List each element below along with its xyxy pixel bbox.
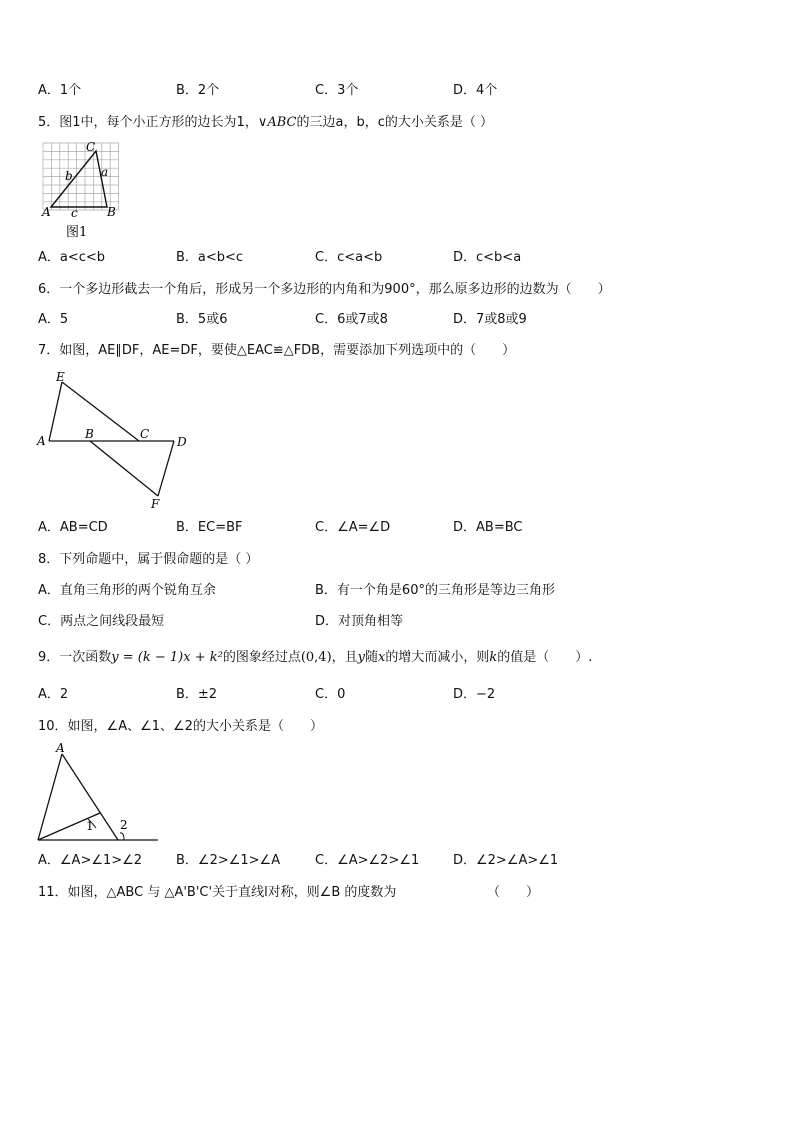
q9-option-a[interactable]: A．2 xyxy=(38,687,69,702)
q5-stem-triangle: ∨ABC xyxy=(257,115,297,130)
q9-stem-mid3: 随 xyxy=(365,650,379,665)
q7-label-b: B xyxy=(85,427,94,441)
q10-figure xyxy=(34,740,164,846)
q4-option-c[interactable]: C．3个 xyxy=(315,83,359,98)
q7-option-c[interactable]: C．∠A=∠D xyxy=(315,520,391,535)
q5-option-d[interactable]: D．c<b<a xyxy=(453,250,522,265)
q7-label-d: D xyxy=(177,435,187,449)
q8-option-d[interactable]: D．对顶角相等 xyxy=(315,614,404,629)
q8-option-c[interactable]: C．两点之间线段最短 xyxy=(38,614,165,629)
q9-stem-mid4: 的增大而减小，则 xyxy=(385,650,490,665)
q5-option-b[interactable]: B．a<b<c xyxy=(176,250,244,265)
q7-option-d[interactable]: D．AB=BC xyxy=(453,520,523,535)
q5-stem-prefix: 5．图1中，每个小正方形的边长为1， xyxy=(38,115,258,130)
q9-formula: y = (k − 1)x + k² xyxy=(111,650,223,665)
q6-option-a[interactable]: A．5 xyxy=(38,312,69,327)
q10-stem: 10．如图，∠A、∠1、∠2的大小关系是（ ） xyxy=(38,719,323,734)
q5-stem-suffix: 的三边a，b，c的大小关系是（ ） xyxy=(296,115,493,130)
q7-label-f: F xyxy=(151,497,160,511)
q8-stem: 8．下列命题中，属于假命题的是（ ） xyxy=(38,552,259,567)
q10-option-b[interactable]: B．∠2>∠1>∠A xyxy=(176,853,281,868)
q5-label-side-b: b xyxy=(65,169,73,183)
q9-option-d[interactable]: D．−2 xyxy=(453,687,496,702)
q7-stem: 7．如图，AE∥DF，AE=DF，要使△EAC≌△FDB，需要添加下列选项中的（ ） xyxy=(38,343,516,358)
q7-figure xyxy=(34,366,194,512)
q11-answer-blank[interactable]: （ ） xyxy=(487,885,540,900)
q10-angle-2-arc xyxy=(120,833,124,840)
q6-option-b[interactable]: B．5或6 xyxy=(176,312,228,327)
q5-label-b-vertex: B xyxy=(107,205,116,219)
q5-label-side-c: c xyxy=(71,206,78,220)
q9-var-k: k xyxy=(489,650,498,665)
q8-option-b[interactable]: B．有一个角是60°的三角形是等边三角形 xyxy=(315,583,555,598)
q4-option-d[interactable]: D．4个 xyxy=(453,83,498,98)
q5-label-a-vertex: A xyxy=(42,205,51,219)
q7-label-e: E xyxy=(56,370,65,384)
q5-option-c[interactable]: C．c<a<b xyxy=(315,250,383,265)
q6-option-c[interactable]: C．6或7或8 xyxy=(315,312,388,327)
q5-triangle-abc xyxy=(51,151,107,207)
q9-stem-suffix: 的值是（ ）. xyxy=(497,650,593,665)
q9-stem-mid2: ，且 xyxy=(331,650,358,665)
q5-figure-caption: 图1 xyxy=(66,225,88,240)
q9-var-x: x xyxy=(378,650,386,665)
q7-label-c: C xyxy=(140,427,150,441)
q5-figure xyxy=(40,140,124,242)
q9-option-b[interactable]: B．±2 xyxy=(176,687,218,702)
q10-option-a[interactable]: A．∠A>∠1>∠2 xyxy=(38,853,143,868)
q6-option-d[interactable]: D．7或8或9 xyxy=(453,312,527,327)
q5-label-side-a: a xyxy=(101,165,109,179)
q5-label-c-vertex: C xyxy=(86,140,96,154)
q9-stem-prefix: 9．一次函数 xyxy=(38,650,112,665)
q6-stem: 6．一个多边形截去一个角后，形成另一个多边形的内角和为900°，那么原多边形的边数为（ ） xyxy=(38,282,611,297)
q10-option-c[interactable]: C．∠A>∠2>∠1 xyxy=(315,853,420,868)
q4-option-a[interactable]: A．1个 xyxy=(38,83,82,98)
q9-point: (0,4) xyxy=(300,650,332,665)
q9-var-y: y xyxy=(357,650,366,665)
q8-option-a[interactable]: A．直角三角形的两个锐角互余 xyxy=(38,583,216,598)
q7-option-b[interactable]: B．EC=BF xyxy=(176,520,243,535)
q9-stem xyxy=(38,649,592,667)
q9-option-c[interactable]: C．0 xyxy=(315,687,346,702)
q11-stem: 11．如图，△ABC 与 △A'B'C'关于直线l对称，则∠B 的度数为 xyxy=(38,885,397,900)
q5-stem xyxy=(38,114,493,132)
q10-option-d[interactable]: D．∠2>∠A>∠1 xyxy=(453,853,559,868)
q7-option-a[interactable]: A．AB=CD xyxy=(38,520,108,535)
q10-label-angle-1: 1 xyxy=(86,819,94,833)
q10-label-angle-2: 2 xyxy=(120,818,128,832)
q9-stem-mid: 的图象经过点 xyxy=(222,650,301,665)
q10-label-a: A xyxy=(56,741,65,755)
q4-option-b[interactable]: B．2个 xyxy=(176,83,220,98)
q7-label-a: A xyxy=(37,434,46,448)
q5-option-a[interactable]: A．a<c<b xyxy=(38,250,106,265)
